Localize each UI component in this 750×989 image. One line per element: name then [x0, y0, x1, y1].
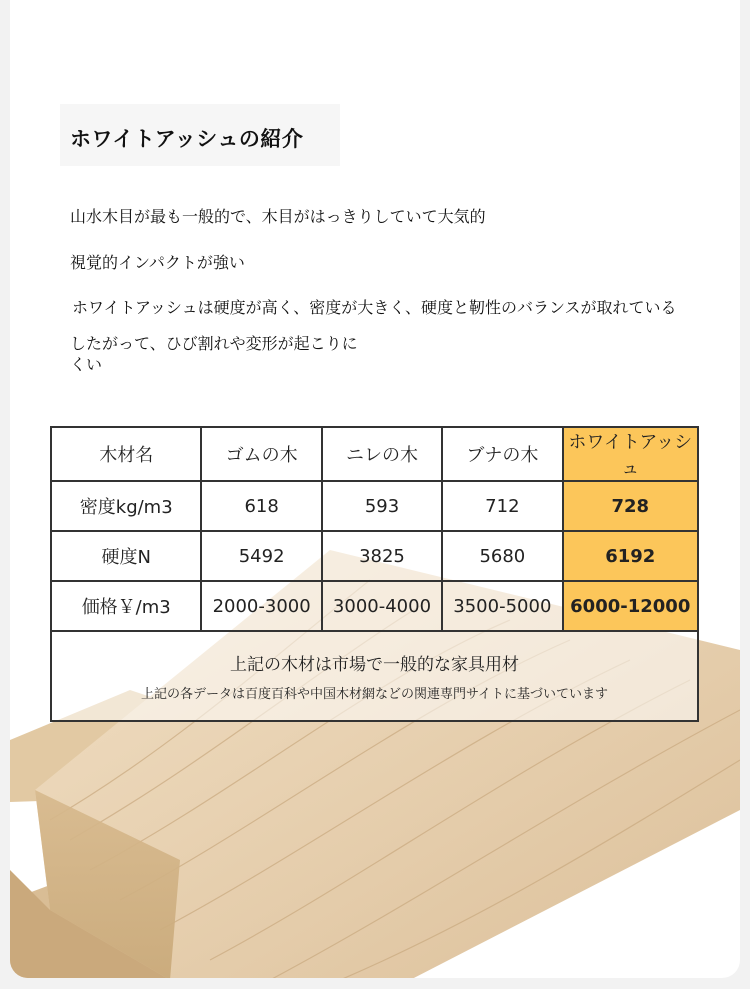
table-row-price [51, 581, 698, 631]
table-cell: 5492 [201, 531, 321, 581]
table-cell: 712 [442, 481, 562, 531]
header-label: 木材名 [51, 427, 201, 481]
table-header-row [51, 427, 698, 481]
page-title: ホワイトアッシュの紹介 [70, 127, 304, 151]
footer-note-2: 上記の各データは百度百科や中国木材網などの関連専門サイトに基づいています [140, 687, 609, 702]
table-row-hardness [51, 531, 698, 581]
table-cell: 593 [322, 481, 442, 531]
header-col-elm: ニレの木 [322, 427, 442, 481]
row-label: 硬度N [51, 531, 201, 581]
row-label: 価格￥/m3 [51, 581, 201, 631]
header-col-white-ash: ホワイトアッシュ [563, 427, 698, 481]
intro-paragraph-4: したがって、ひび割れや変形が起こりにくい [70, 334, 358, 374]
table-footer [51, 631, 698, 721]
product-card [10, 0, 740, 978]
table-cell-highlight: 728 [563, 481, 698, 531]
table-cell: 5680 [442, 531, 562, 581]
table-cell: 618 [201, 481, 321, 531]
intro-paragraph-3: ホワイトアッシュは硬度が高く、密度が大きく、硬度と靭性のバランスが取れている [72, 298, 677, 317]
table-cell: 3825 [322, 531, 442, 581]
header-col-rubberwood: ゴムの木 [201, 427, 321, 481]
table-cell: 3000-4000 [322, 581, 442, 631]
table-footer-row [51, 631, 698, 721]
footer-note-1: 上記の木材は市場で一般的な家具用材 [230, 655, 519, 675]
intro-paragraph-1: 山水木目が最も一般的で、木目がはっきりしていて大気的 [70, 207, 486, 226]
intro-paragraph-2: 視覚的インパクトが強い [70, 253, 245, 272]
table-cell: 3500-5000 [442, 581, 562, 631]
table-cell-highlight: 6000-12000 [563, 581, 698, 631]
table-cell: 2000-3000 [201, 581, 321, 631]
header-col-beech: ブナの木 [442, 427, 562, 481]
row-label: 密度kg/m3 [51, 481, 201, 531]
wood-comparison-table [50, 426, 699, 722]
table-cell-highlight: 6192 [563, 531, 698, 581]
table-row-density [51, 481, 698, 531]
